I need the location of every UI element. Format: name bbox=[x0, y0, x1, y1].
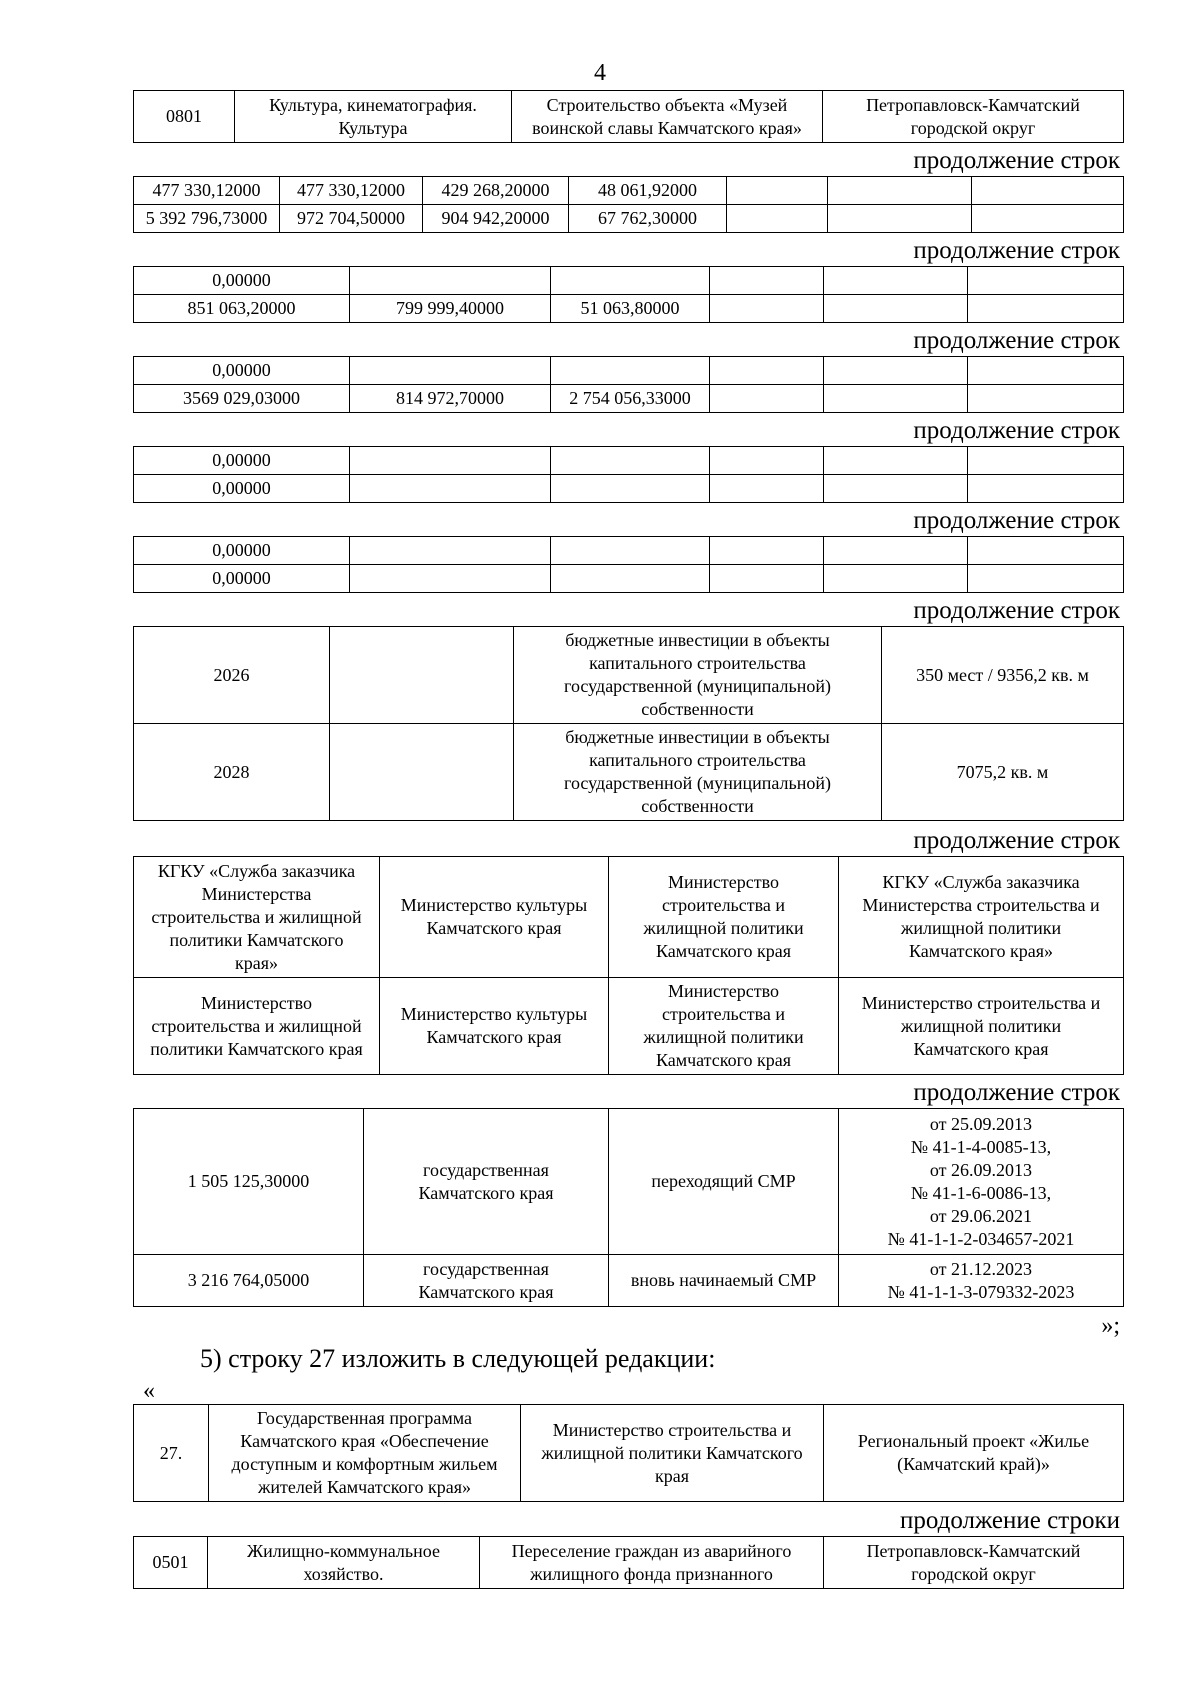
cell: 3569 029,03000 bbox=[134, 385, 350, 413]
cell-expertise: от 25.09.2013 № 41-1-4-0085-13, от 26.09.2013 № 41-1-6-0086-13, от 29.06.2021 № 41-1-1-2-034657-2021 bbox=[839, 1109, 1124, 1255]
cell bbox=[968, 565, 1124, 593]
cell bbox=[824, 565, 968, 593]
block4-table bbox=[133, 446, 1124, 503]
cell bbox=[710, 267, 824, 295]
cell-year: 2026 bbox=[134, 627, 330, 724]
cell bbox=[968, 385, 1124, 413]
cell-ministry: Министерство строительства и жилищной политики Камчатского края bbox=[134, 978, 380, 1075]
cell: 799 999,40000 bbox=[350, 295, 551, 323]
section-heading: 5) строку 27 изложить в следующей редакции: bbox=[200, 1344, 716, 1373]
cell-capacity: 7075,2 кв. м bbox=[882, 724, 1124, 821]
cell-ministry: Министерство культуры Камчатского края bbox=[380, 857, 609, 978]
cell bbox=[350, 475, 551, 503]
cell bbox=[710, 565, 824, 593]
cell: 0,00000 bbox=[134, 537, 350, 565]
cell-cost: 1 505 125,30000 bbox=[134, 1109, 364, 1255]
cell bbox=[710, 447, 824, 475]
cell bbox=[551, 537, 710, 565]
cell bbox=[350, 357, 551, 385]
cell bbox=[824, 295, 968, 323]
block8-table bbox=[133, 1108, 1124, 1307]
continuation-label: продолжение строк bbox=[913, 507, 1120, 534]
page-number: 4 bbox=[594, 60, 606, 86]
cell bbox=[710, 475, 824, 503]
cell bbox=[824, 475, 968, 503]
cell bbox=[972, 205, 1124, 233]
cell bbox=[330, 724, 514, 821]
cell-ministry: Министерство строительства и жилищной политики Камчатского края bbox=[609, 857, 839, 978]
cell-expertise: от 21.12.2023 № 41-1-1-3-079332-2023 bbox=[839, 1255, 1124, 1307]
cell bbox=[350, 267, 551, 295]
cell bbox=[551, 357, 710, 385]
cell: 48 061,92000 bbox=[569, 177, 727, 205]
cell bbox=[710, 295, 824, 323]
cell-ownership: государственная Камчатского края bbox=[364, 1255, 609, 1307]
cell-investment-type: бюджетные инвестиции в объекты капитального строительства государственной (муниципальной) собственности bbox=[514, 627, 882, 724]
cell-year: 2028 bbox=[134, 724, 330, 821]
cell bbox=[710, 537, 824, 565]
row27-cont-code: 0501 bbox=[134, 1537, 208, 1589]
cell: 477 330,12000 bbox=[280, 177, 423, 205]
row27-cont-section: Жилищно-коммунальное хозяйство. bbox=[208, 1537, 480, 1589]
cell bbox=[968, 537, 1124, 565]
cell bbox=[551, 447, 710, 475]
row-code: 0801 bbox=[134, 91, 235, 143]
row27-project: Региональный проект «Жилье (Камчатский край)» bbox=[824, 1405, 1124, 1502]
row-section: Культура, кинематография. Культура bbox=[235, 91, 512, 143]
cell-ministry: Министерство культуры Камчатского края bbox=[380, 978, 609, 1075]
cell bbox=[350, 447, 551, 475]
cell-ministry: Министерство строительства и жилищной политики Камчатского края bbox=[839, 978, 1124, 1075]
cell bbox=[828, 205, 972, 233]
cell bbox=[824, 385, 968, 413]
cell: 0,00000 bbox=[134, 475, 350, 503]
cell bbox=[968, 447, 1124, 475]
cell: 851 063,20000 bbox=[134, 295, 350, 323]
block7-table bbox=[133, 856, 1124, 1075]
cell bbox=[710, 357, 824, 385]
row27-cont-object: Переселение граждан из аварийного жилищного фонда признанного bbox=[480, 1537, 824, 1589]
cell: 2 754 056,33000 bbox=[551, 385, 710, 413]
row27-cont-location: Петропавловск-Камчатский городской округ bbox=[824, 1537, 1124, 1589]
closing-quote: »; bbox=[1101, 1313, 1120, 1339]
row27-table bbox=[133, 1404, 1124, 1502]
cell bbox=[824, 357, 968, 385]
cell-stage: переходящий СМР bbox=[609, 1109, 839, 1255]
continuation-label-full: продолжение строки bbox=[899, 1507, 1120, 1534]
cell bbox=[551, 267, 710, 295]
cell bbox=[727, 205, 828, 233]
cell bbox=[350, 537, 551, 565]
continuation-label: продолжение строк bbox=[913, 827, 1120, 854]
cell bbox=[972, 177, 1124, 205]
cell: 972 704,50000 bbox=[280, 205, 423, 233]
row-location: Петропавловск-Камчатский городской округ bbox=[823, 91, 1124, 143]
row27-responsible: Министерство строительства и жилищной политики Камчатского края bbox=[521, 1405, 824, 1502]
cell-ownership: государственная Камчатского края bbox=[364, 1109, 609, 1255]
row-header-table bbox=[133, 90, 1124, 143]
block1-table bbox=[133, 176, 1124, 233]
cell: 0,00000 bbox=[134, 267, 350, 295]
continuation-label: продолжение строк bbox=[913, 417, 1120, 444]
cell: 5 392 796,73000 bbox=[134, 205, 280, 233]
continuation-label: продолжение строк bbox=[913, 147, 1120, 174]
block5-table bbox=[133, 536, 1124, 593]
cell: 51 063,80000 bbox=[551, 295, 710, 323]
cell bbox=[727, 177, 828, 205]
opening-quote: « bbox=[143, 1378, 155, 1404]
cell: 0,00000 bbox=[134, 357, 350, 385]
continuation-label: продолжение строк bbox=[913, 327, 1120, 354]
block3-table bbox=[133, 356, 1124, 413]
cell bbox=[828, 177, 972, 205]
continuation-label: продолжение строк bbox=[913, 1079, 1120, 1106]
cell-cost: 3 216 764,05000 bbox=[134, 1255, 364, 1307]
cell-customer: КГКУ «Служба заказчика Министерства строительства и жилищной политики Камчатского края» bbox=[839, 857, 1124, 978]
block2-table bbox=[133, 266, 1124, 323]
cell-capacity: 350 мест / 9356,2 кв. м bbox=[882, 627, 1124, 724]
row27-number: 27. bbox=[134, 1405, 209, 1502]
cell bbox=[330, 627, 514, 724]
cell bbox=[824, 447, 968, 475]
cell-ministry: Министерство строительства и жилищной политики Камчатского края bbox=[609, 978, 839, 1075]
cell: 67 762,30000 bbox=[569, 205, 727, 233]
cell bbox=[968, 475, 1124, 503]
cell: 814 972,70000 bbox=[350, 385, 551, 413]
continuation-label: продолжение строк bbox=[913, 237, 1120, 264]
row-object: Строительство объекта «Музей воинской славы Камчатского края» bbox=[512, 91, 823, 143]
cell-investment-type: бюджетные инвестиции в объекты капитального строительства государственной (муниципальной) собственности bbox=[514, 724, 882, 821]
continuation-label: продолжение строк bbox=[913, 597, 1120, 624]
cell bbox=[710, 385, 824, 413]
cell bbox=[968, 295, 1124, 323]
cell-customer: КГКУ «Служба заказчика Министерства строительства и жилищной политики Камчатского края» bbox=[134, 857, 380, 978]
cell bbox=[350, 565, 551, 593]
cell: 477 330,12000 bbox=[134, 177, 280, 205]
cell: 904 942,20000 bbox=[423, 205, 569, 233]
cell bbox=[551, 475, 710, 503]
cell bbox=[968, 357, 1124, 385]
row27-program: Государственная программа Камчатского края «Обеспечение доступным и комфортным жильем жителей Камчатского края» bbox=[209, 1405, 521, 1502]
block6-table bbox=[133, 626, 1124, 821]
cell bbox=[824, 537, 968, 565]
cell bbox=[551, 565, 710, 593]
cell-stage: вновь начинаемый СМР bbox=[609, 1255, 839, 1307]
cell: 0,00000 bbox=[134, 565, 350, 593]
cell: 429 268,20000 bbox=[423, 177, 569, 205]
cell: 0,00000 bbox=[134, 447, 350, 475]
cell bbox=[824, 267, 968, 295]
cell bbox=[968, 267, 1124, 295]
row27-cont-table bbox=[133, 1536, 1124, 1589]
